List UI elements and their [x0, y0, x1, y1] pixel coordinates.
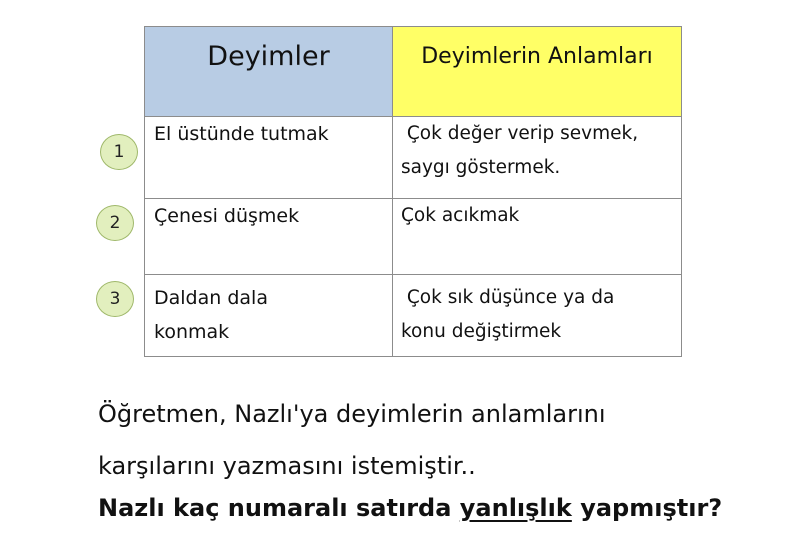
row-1-idiom — [145, 117, 393, 199]
row-3-number-badge — [96, 281, 134, 317]
row-2-meaning — [393, 199, 681, 275]
row-3-idiom-line2: konmak — [154, 321, 230, 343]
question-line-2: karşılarını yazmasını istemiştir.. — [98, 452, 476, 480]
idioms-table — [144, 26, 682, 357]
header-meanings — [393, 27, 681, 117]
row-2-number: 2 — [109, 213, 121, 233]
row-3-idiom-line1: Daldan dala — [154, 287, 268, 309]
row-3-meaning-line1: Çok sık düşünce ya da — [401, 287, 615, 308]
header-idioms-label: Deyimler — [207, 41, 330, 72]
row-3-idiom — [145, 275, 393, 356]
row-1-meaning-line1: Çok değer verip sevmek, — [401, 123, 639, 144]
row-2-number-badge — [96, 205, 134, 241]
row-3-number: 3 — [109, 289, 121, 309]
row-1-meaning — [393, 117, 681, 199]
question-line-3 — [98, 494, 722, 522]
row-1-idiom-text: El üstünde tutmak — [154, 123, 329, 145]
header-meanings-label: Deyimlerin Anlamları — [421, 44, 653, 69]
row-2-meaning-line1: Çok acıkmak — [401, 205, 520, 226]
row-1-meaning-line2: saygı göstermek. — [401, 157, 561, 178]
row-2-idiom-text: Çenesi düşmek — [154, 205, 300, 227]
row-3-meaning-line2: konu değiştirmek — [401, 321, 562, 342]
header-idioms — [145, 27, 393, 117]
row-1-number: 1 — [113, 142, 125, 162]
question-line-3-start: Nazlı kaç numaralı satırda — [98, 494, 460, 522]
question-line-3-end: yapmıştır? — [571, 494, 723, 522]
row-3-meaning — [393, 275, 681, 356]
row-2-idiom — [145, 199, 393, 275]
row-1-number-badge — [100, 134, 138, 170]
question-line-1: Öğretmen, Nazlı'ya deyimlerin anlamlarını — [98, 400, 606, 428]
question-underlined-word: yanlışlık — [459, 494, 572, 522]
